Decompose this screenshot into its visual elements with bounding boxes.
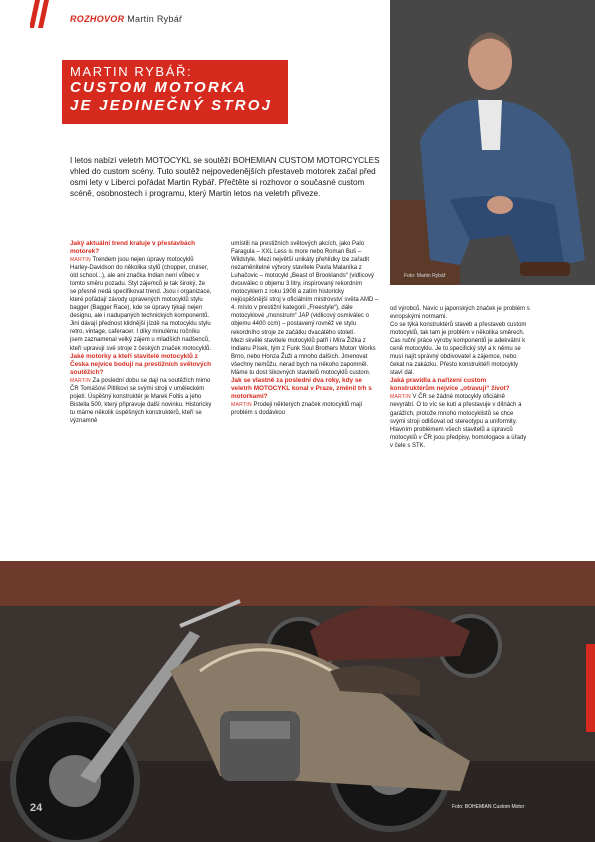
speaker-label: MARTIN	[390, 394, 411, 401]
answer-1-text: Trendem jsou nejen úpravy motocyklů Harley-Davidson do několika stylů (chopper, cruiser, old school...), ale ani značka Indian není vůbec v tomto směru pozadu. Styl zájemců je tak široký, že se přesně nedá specifikovat trend. Jsou i organizace, které pořádají závody upravených motocyklů stylu bagger (Bagger Race), kde se úpravy týkají nejen designu, ale i nadupaných technických komponentů. Jiní dávají přednost klidnější jízdě na motocyklu stylu retro, vintage, caferacer. I díky minulému ročníku jsem zaznamenal velký zájem u mladších nadšenců, kteří upravují své stroje z českých značek motocyklů.	[70, 257, 212, 352]
speaker-label: MARTIN	[231, 401, 252, 408]
text-column-3	[390, 305, 530, 450]
motorcycle-photo	[0, 561, 595, 842]
page-number: 24	[30, 802, 43, 814]
answer-3	[231, 401, 379, 417]
answer-2	[70, 377, 212, 425]
question-4: Jaká pravidla a nařízení custom konstruktérům nejvíce „otravují“ život?	[390, 377, 510, 393]
photo-caption: Foto: BOHEMIAN Custom Motor	[452, 804, 525, 810]
portrait-illustration	[390, 0, 595, 285]
motorcycle-illustration	[0, 561, 595, 842]
answer-2-text: Za poslední dobu se dají na soutěžích mimo ČR Tomášovi Pitlíkovi se svými stroji v uměleckém pojetí. Úspěšný konstruktér je Marek Foltis a jeho Bistella 500, který připravuje další novinku. Historicky tu máme několik úspěšných konstruktérů, kteří se významně	[70, 377, 212, 424]
answer-3-text: Prodeji některých značek motocyklů mají problém s dodávkou	[231, 401, 363, 416]
speaker-label: MARTIN	[70, 257, 91, 263]
red-side-tab	[586, 644, 595, 732]
question-3: Jak se vlastně za poslední dva roky, kdy se veletrh MOTOCYKL konal v Praze, změnil trh s motorkami?	[231, 376, 372, 400]
answer-3-continued-2: Co se týká konstruktérů staveb a přestaveb custom motocyklů, tak tam je problém v několika směrech. Cas ruční práce výroby komponentů je adekvátní k ceně motocyklu. Je to specifický styl a k němu se musí najít správný obdivovatel a zájemce, nebo čekat na zakázku. Přesto konstruktéři motocykly staví dál.	[390, 322, 527, 377]
answer-1	[70, 256, 212, 353]
title-line-3: JE JEDINEČNÝ STROJ	[70, 97, 273, 114]
speaker-label: MARTIN	[70, 377, 91, 384]
portrait-photo	[390, 0, 595, 285]
portrait-caption: Foto: Martin Rybář	[404, 273, 446, 279]
answer-3-continued: od výrobců. Navíc u japonských značek je problém s evropskými normami.	[390, 306, 530, 321]
question-1: Jaký aktuální trend kraluje v přestavbách motorek?	[70, 240, 196, 255]
section-name: Martin Rybář	[127, 14, 183, 24]
answer-4	[390, 393, 530, 449]
title-line-1: MARTIN RYBÁŘ:	[70, 64, 193, 79]
article-title	[62, 60, 288, 124]
title-line-2: CUSTOM MOTORKA	[70, 79, 247, 96]
answer-4-text: V ČR se žádné motocykly oficiálně nevyrábí. O to víc se kutí a přestavuje v dílnách a garážích, protože mnoho motocyklistů se chce svými stroji odlišovat od stereotypu a uniformity. Hlavním problémem všech stavitelů a úpravců motocyklů v ČR jsou předpisy, homologace a úřady v čele s STK.	[390, 394, 527, 449]
text-column-1	[70, 240, 212, 425]
question-2: Jaké motorky a kteří stavitelé motocyklů z Česka nejvíce bodují na prestižních světových soutěžích?	[70, 352, 211, 376]
answer-2-continued-2: Mezi skvělé stavitele motocyklů patří i Míra Žižka z Indianu Písek, tým z Funk Soul Brothers Motorr Works Brno, nebo Honza Žuži a mnoho dalších. Jmenovat všechny nemůžu, nerad bych na někoho zapomněl. Máme tu dost šikovných stavitelů motocyklů custom.	[231, 337, 376, 376]
text-column-2	[231, 240, 379, 417]
answer-2-continued: umístili na prestižních světových akcích, jako Palo Faragula – XXL Less is more nebo Roman Buš – Wildstyle. Mezi největší unikáty přehlídky lze zařadit nezaměnitelné výtvory stavitele Pavla Malaníka z Luhačovic – motocykl „Beast of Brooklands“ (vidlicový dvouválec o objemu 3 litry, inspirovaný rekordním motocyklem z roku 1908 a zatím historicky nejúspěšnější stroj v oficiálním mistrovství světa AMD – 4. místo v prestižní kategorii „Freestyle“), dále motocyklové „monstrum“ JAP (vidlicový osmiválec o objemu 4400 ccm) – postavený rovněž ve stylu rekordního stroje ze začátku dvacátého století.	[231, 241, 379, 336]
intro-paragraph: I letos nabízí veletrh MOTOCYKL se soutěží BOHEMIAN CUSTOM MOTORCYCLES vhled do custom scény. Tuto soutěž nejpovedenějších přestaveb motorek začal před osmi lety v Liberci pořádat Martin Rybář. Přečtěte si rozhovor o současné custom scéně, osobnostech i programu, který Martin letos na veletrh přiveze.	[70, 156, 380, 198]
section-header	[70, 14, 182, 24]
section-label: ROZHOVOR	[70, 14, 125, 24]
red-slashes-logo	[30, 0, 60, 28]
